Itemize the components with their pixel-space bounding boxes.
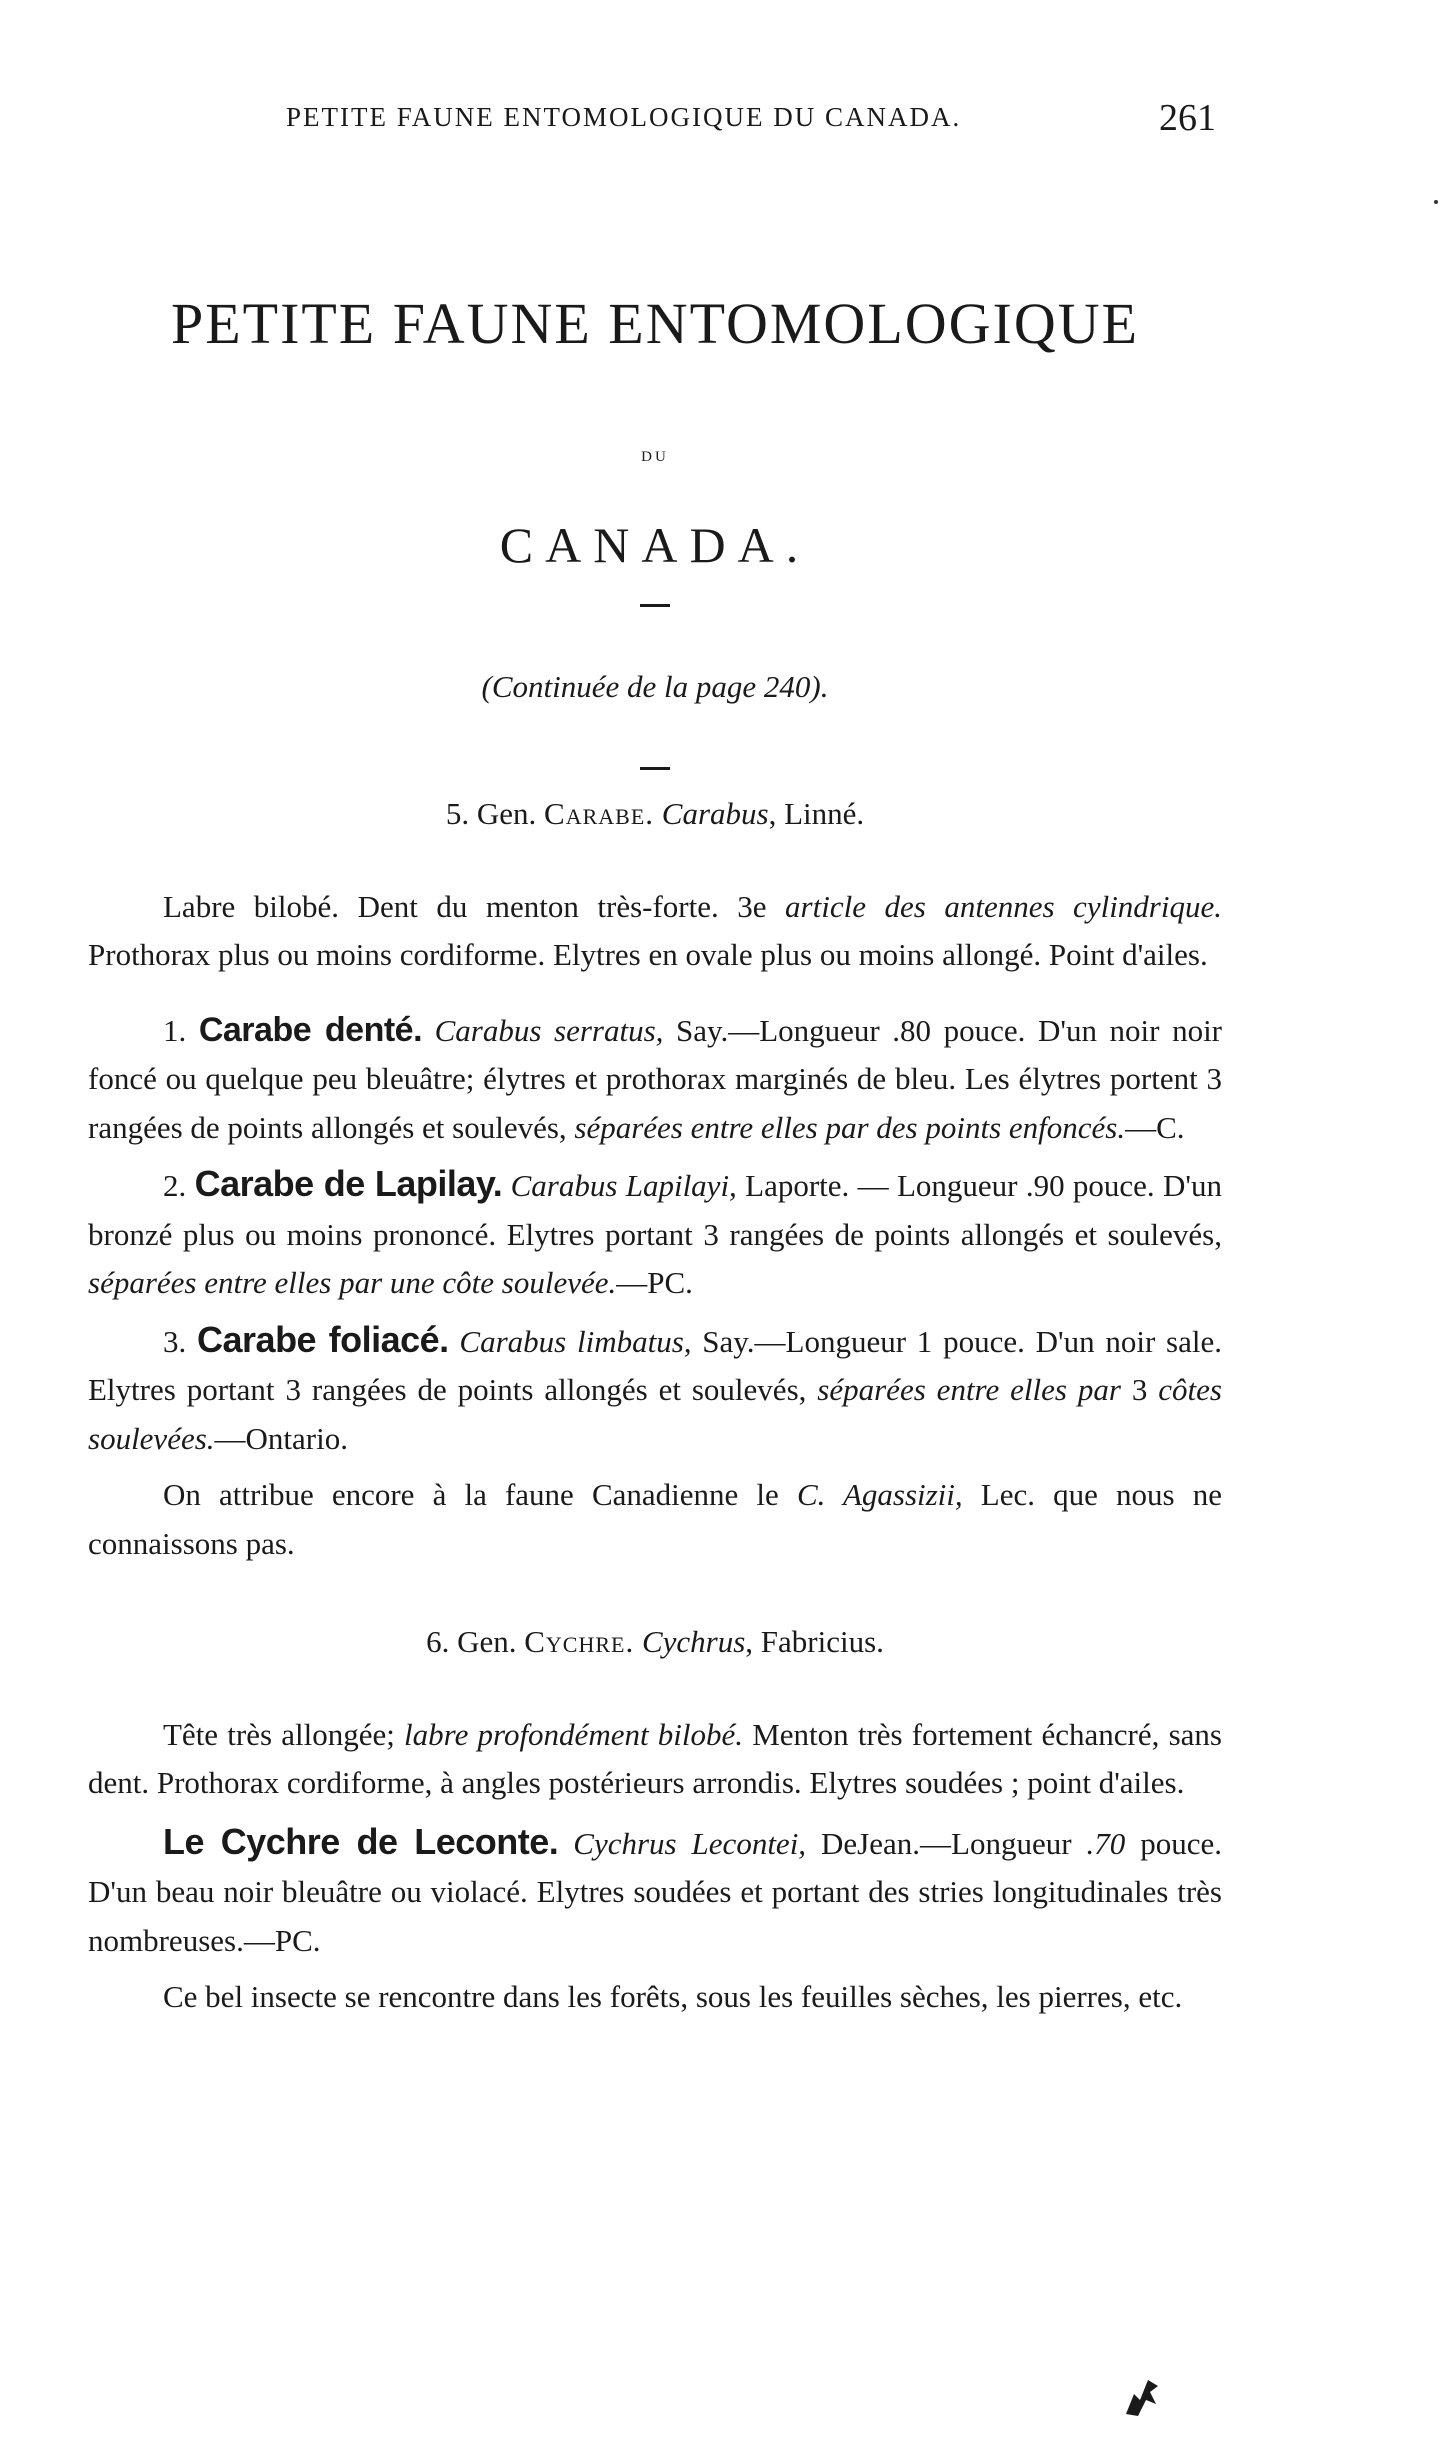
genus-latin-name: Cychrus	[641, 1624, 746, 1659]
species-rarity: —PC.	[616, 1265, 693, 1300]
genus-heading-carabe	[88, 790, 1222, 839]
continued-note: (Continuée de la page 240).	[481, 669, 829, 704]
desc-text: Menton très fortement échancré, sans dent. Prothorax cordiforme, à angles postérieurs arrondis. Elytres soudées ; point d'ailes.	[88, 1716, 1222, 1800]
desc-text: Prothorax plus ou moins cordiforme. Elytres en ovale plus ou moins allongé. Point d'ailes.	[88, 937, 1208, 972]
species-name: Carabe foliacé.	[197, 1318, 449, 1360]
title-rule	[640, 604, 670, 607]
species-latin: Carabus serratus,	[434, 1012, 664, 1048]
running-title: PETITE FAUNE ENTOMOLOGIQUE DU CANADA.	[286, 102, 962, 132]
main-title: PETITE FAUNE ENTOMOLOGIQUE	[170, 291, 1140, 356]
species-name: Le Cychre de Leconte.	[163, 1820, 559, 1862]
species-name: Carabe denté.	[198, 1010, 423, 1049]
title-block	[0, 290, 1310, 770]
species-text: Say.—Longueur 1 pouce. D'un noir sale. Elytres portant 3 rangées de points allongés et soulevés,	[88, 1323, 1222, 1407]
species-number: 3.	[163, 1323, 198, 1359]
genus-description-carabe	[88, 883, 1222, 980]
genus-number: 6. Gen.	[426, 1624, 517, 1659]
desc-italic: article des antennes cylindrique.	[785, 888, 1222, 924]
closing-paragraph: Ce bel insecte se rencontre dans les forêts, sous les feuilles sèches, les pierres, etc.	[163, 1979, 1183, 2014]
species-locality: —Ontario.	[214, 1420, 348, 1456]
note-paragraph	[88, 1471, 1222, 1568]
genus-heading-cychre	[88, 1618, 1222, 1667]
title-du: DU	[641, 449, 669, 465]
species-latin: Cychrus Lecontei,	[573, 1825, 807, 1861]
species-number: 1.	[163, 1012, 199, 1048]
species-entry-cychre	[88, 1818, 1222, 1966]
species-latin: Carabus Lapilayi,	[510, 1168, 737, 1203]
genus-number: 5. Gen.	[445, 796, 537, 831]
title-canada: CANADA.	[499, 517, 811, 573]
species-text: DeJean.—Longueur	[806, 1825, 1087, 1861]
species-italic: .70	[1086, 1825, 1126, 1861]
genus-author: , Linné.	[768, 796, 865, 831]
genus-description-cychre	[88, 1711, 1222, 1808]
note-text: Lec. que nous ne connaissons pas.	[88, 1477, 1223, 1561]
species-number: 2.	[163, 1168, 195, 1203]
species-entry-1	[88, 1006, 1222, 1153]
desc-text: Tête très allongée;	[163, 1716, 405, 1752]
species-text: pouce. D'un beau noir bleuâtre ou violacé. Elytres soudées et portant des stries longitudinales très nombreuses.—PC.	[88, 1825, 1223, 1958]
section-rule	[640, 767, 670, 770]
running-header	[286, 97, 1216, 142]
genus-french-name: Cychre.	[524, 1624, 635, 1659]
species-text: Laporte. — Longueur .90 pouce. D'un bronzé plus ou moins prononcé. Elytres portant 3 rangées de points allongés et soulevés,	[88, 1168, 1222, 1252]
page-number: 261	[1159, 97, 1216, 139]
species-italic: séparées entre elles par	[817, 1372, 1121, 1407]
genus-latin-name: Carabus	[661, 796, 769, 831]
body-text	[88, 790, 1222, 2022]
desc-italic: labre profondément bilobé.	[404, 1716, 744, 1752]
species-rarity: —C.	[1125, 1109, 1185, 1145]
note-text: On attribue encore à la faune Canadienne le	[163, 1477, 797, 1512]
genus-french-name: Carabe.	[544, 796, 655, 831]
ink-speck	[1434, 200, 1438, 204]
printer-mark-icon	[1120, 2370, 1164, 2420]
species-text: 3	[1120, 1372, 1159, 1407]
species-italic: côtes soulevées.	[88, 1372, 1222, 1456]
desc-text: Labre bilobé. Dent du menton très-forte. 3e	[163, 888, 786, 924]
species-italic: séparées entre elles par une côte soulevée.	[88, 1265, 617, 1300]
species-italic: séparées entre elles par des points enfoncés.	[574, 1109, 1126, 1145]
species-name: Carabe de Lapilay.	[194, 1163, 503, 1204]
note-latin: C. Agassizii,	[796, 1477, 963, 1512]
genus-author: , Fabricius.	[745, 1624, 884, 1659]
species-entry-2	[88, 1160, 1222, 1308]
species-text: Say.—Longueur .80 pouce. D'un noir noir foncé ou quelque peu bleuâtre; élytres et prothorax marginés de bleu. Les élytres portent 3 rangées de points allongés et soulevés,	[88, 1012, 1223, 1145]
species-entry-3	[88, 1316, 1222, 1464]
species-latin: Carabus limbatus,	[459, 1323, 692, 1359]
